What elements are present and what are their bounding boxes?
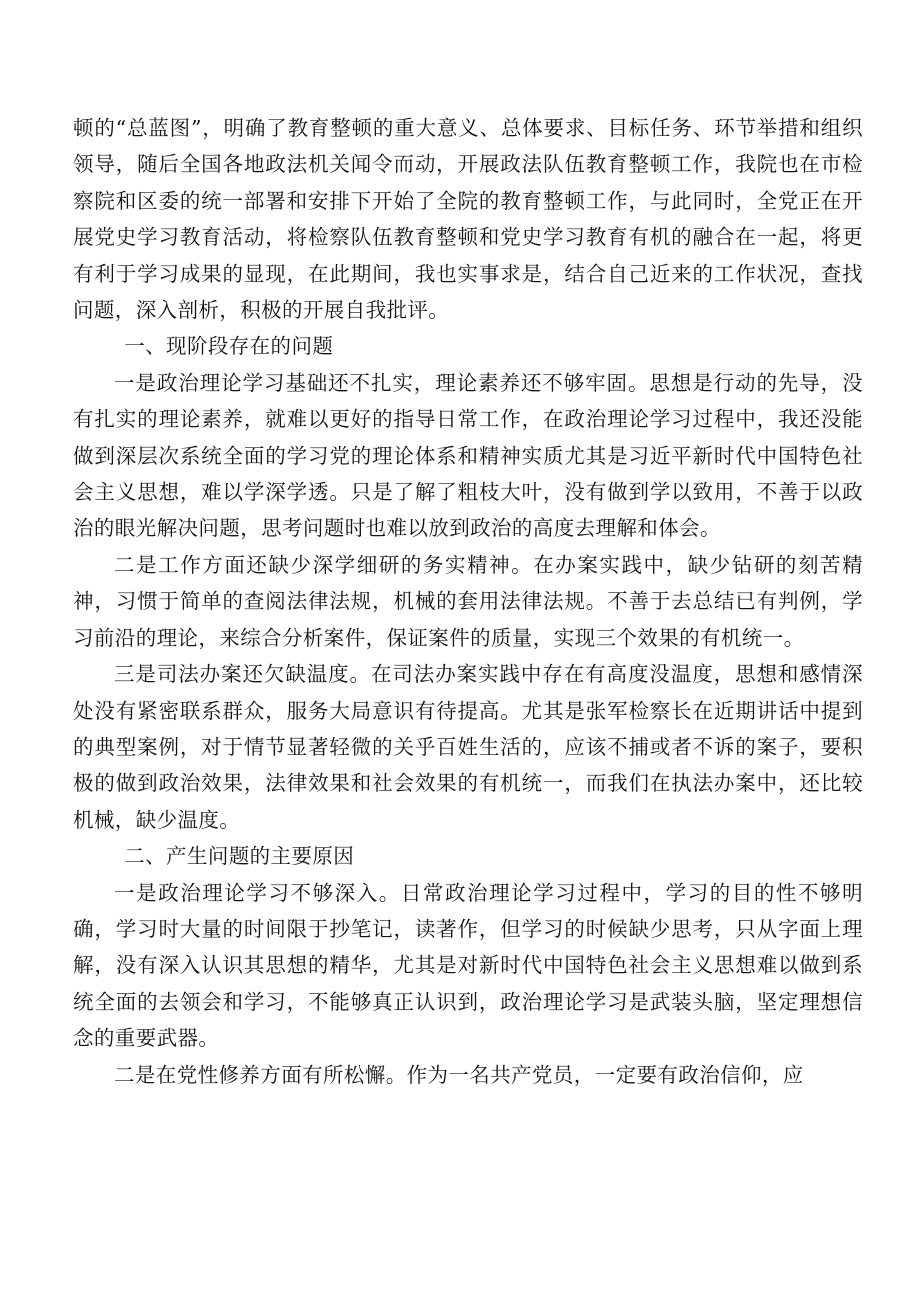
paragraph-cause-2: 二是在党性修养方面有所松懈。作为一名共产党员，一定要有政治信仰，应 (114, 1062, 804, 1087)
paragraph-problem-3: 三是司法办案还欠缺温度。在司法办案实践中存在有高度没温度，思想和感情深处没有紧密联系群众，服务大局意识有待提高。尤其是张军检察长在近期讲话中提到的典型案例，对于情节显著轻微的关乎百姓生活的，应该不捕或者不诉的案子，要积极的做到政治效果，法律效果和社会效果的有机统一，而我们在执法办案中，还比较机械，缺少温度。 (73, 662, 863, 832)
document-body (73, 110, 863, 1093)
section-heading-current-problems: 一、现阶段存在的问题 (124, 334, 334, 359)
section-heading-main-causes: 二、产生问题的主要原因 (124, 844, 355, 869)
paragraph-problem-2: 二是工作方面还缺少深学细研的务实精神。在办案实践中，缺少钻研的刻苦精神，习惯于简单的查阅法律法规，机械的套用法律法规。不善于去总结已有判例，学习前沿的理论，来综合分析案件，保证案件的质量，实现三个效果的有机统一。 (73, 552, 863, 650)
paragraph-intro-continuation: 顿的“总蓝图”，明确了教育整顿的重大意义、总体要求、目标任务、环节举措和组织领导，随后全国各地政法机关闻令而动，开展政法队伍教育整顿工作，我院也在市检察院和区委的统一部署和安排下开始了全院的教育整顿工作，与此同时，全党正在开展党史学习教育活动，将检察队伍教育整顿和党史学习教育有机的融合在一起，将更有利于学习成果的显现，在此期间，我也实事求是，结合自己近来的工作状况，查找问题，深入剖析，积极的开展自我批评。 (73, 116, 863, 323)
paragraph-cause-1: 一是政治理论学习不够深入。日常政治理论学习过程中，学习的目的性不够明确，学习时大量的时间限于抄笔记，读著作，但学习的时候缺少思考，只从字面上理解，没有深入认识其思想的精华，尤其是对新时代中国特色社会主义思想难以做到系统全面的去领会和学习，不能够真正认识到，政治理论学习是武装头脑，坚定理想信念的重要武器。 (73, 880, 863, 1051)
paragraph-problem-1: 一是政治理论学习基础还不扎实，理论素养还不够牢固。思想是行动的先导，没有扎实的理论素养，就难以更好的指导日常工作，在政治理论学习过程中，我还没能做到深层次系统全面的学习党的理论体系和精神实质尤其是习近平新时代中国特色社会主义思想，难以学深学透。只是了解了粗枝大叶，没有做到学以致用，不善于以政治的眼光解决问题，思考问题时也难以放到政治的高度去理解和体会。 (73, 370, 863, 541)
